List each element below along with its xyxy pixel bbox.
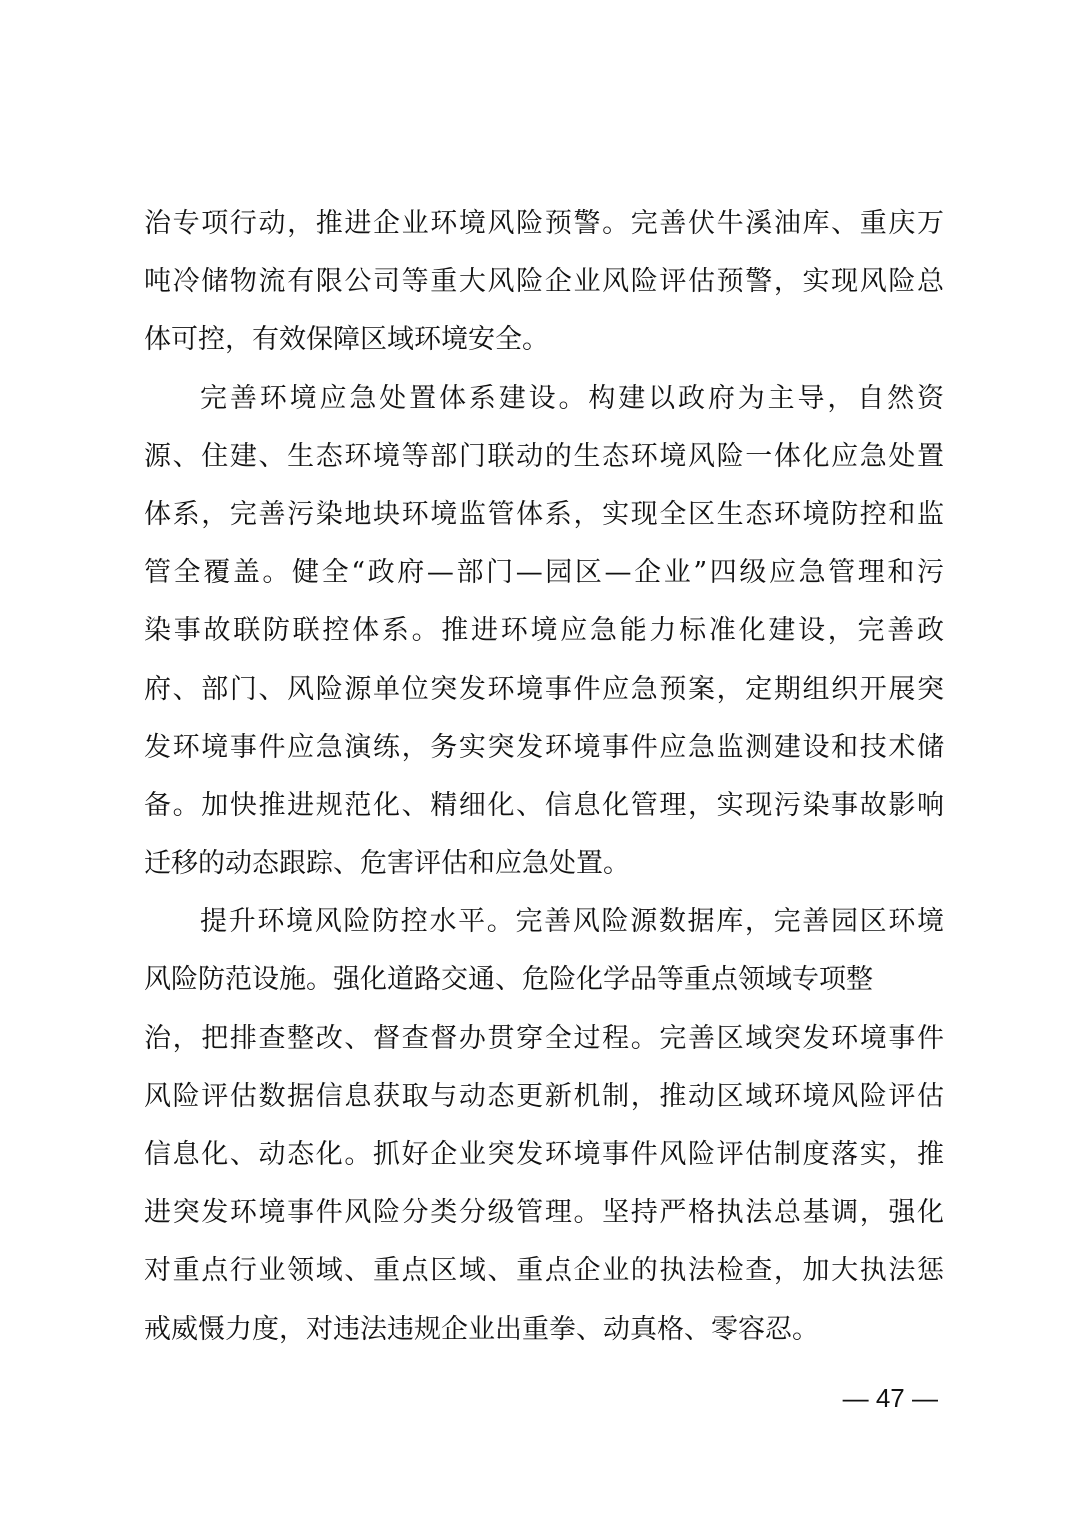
paragraph-first-line: 提升环境风险防控水平。完善风险源数据库，完善园区环境 bbox=[200, 906, 944, 938]
text-line: 进突发环境事件风险分类分级管理。坚持严格执法总基调，强化 bbox=[144, 1197, 944, 1229]
text-line: 信息化、动态化。抓好企业突发环境事件风险评估制度落实，推 bbox=[144, 1139, 944, 1170]
text-line: 体系，完善污染地块环境监管体系，实现全区生态环境防控和监 bbox=[144, 498, 944, 530]
text-line: 发环境事件应急演练，务实突发环境事件应急监测建设和技术储 bbox=[144, 731, 944, 763]
text-line: 府、部门、风险源单位突发环境事件应急预案，定期组织开展突 bbox=[144, 673, 944, 705]
page-number: — 47 — bbox=[842, 1383, 938, 1413]
text-line: 风险评估数据信息获取与动态更新机制，推动区域环境风险评估 bbox=[144, 1080, 944, 1112]
text-line: 治专项行动，推进企业环境风险预警。完善伏牛溪油库、重庆万 bbox=[144, 208, 944, 239]
text-line: 源、住建、生态环境等部门联动的生态环境风险一体化应急处置 bbox=[144, 440, 944, 472]
text-line: 迁移的动态跟踪、危害评估和应急处置。 bbox=[144, 848, 630, 880]
text-line: 对重点行业领域、重点区域、重点企业的执法检查，加大执法惩 bbox=[144, 1255, 944, 1287]
text-line: 吨冷储物流有限公司等重大风险企业风险评估预警，实现风险总 bbox=[144, 266, 944, 298]
text-line: 染事故联防联控体系。推进环境应急能力标准化建设，完善政 bbox=[144, 615, 944, 647]
text-line: 戒威慑力度，对违法违规企业出重拳、动真格、零容忍。 bbox=[144, 1313, 819, 1345]
paragraph-first-line: 完善环境应急处置体系建设。构建以政府为主导，自然资 bbox=[200, 382, 944, 414]
text-line: 备。加快推进规范化、精细化、信息化管理，实现污染事故影响 bbox=[144, 789, 944, 821]
text-line: 风险防范设施。强化道路交通、危险化学品等重点领域专项整 bbox=[144, 964, 873, 996]
text-line: 体可控，有效保障区域环境安全。 bbox=[144, 324, 549, 356]
text-line: 管全覆盖。健全“政府—部门—园区—企业”四级应急管理和污 bbox=[144, 557, 944, 589]
text-line: 治，把排查整改、督查督办贯穿全过程。完善区域突发环境事件 bbox=[144, 1022, 944, 1054]
body-text bbox=[144, 195, 944, 1359]
